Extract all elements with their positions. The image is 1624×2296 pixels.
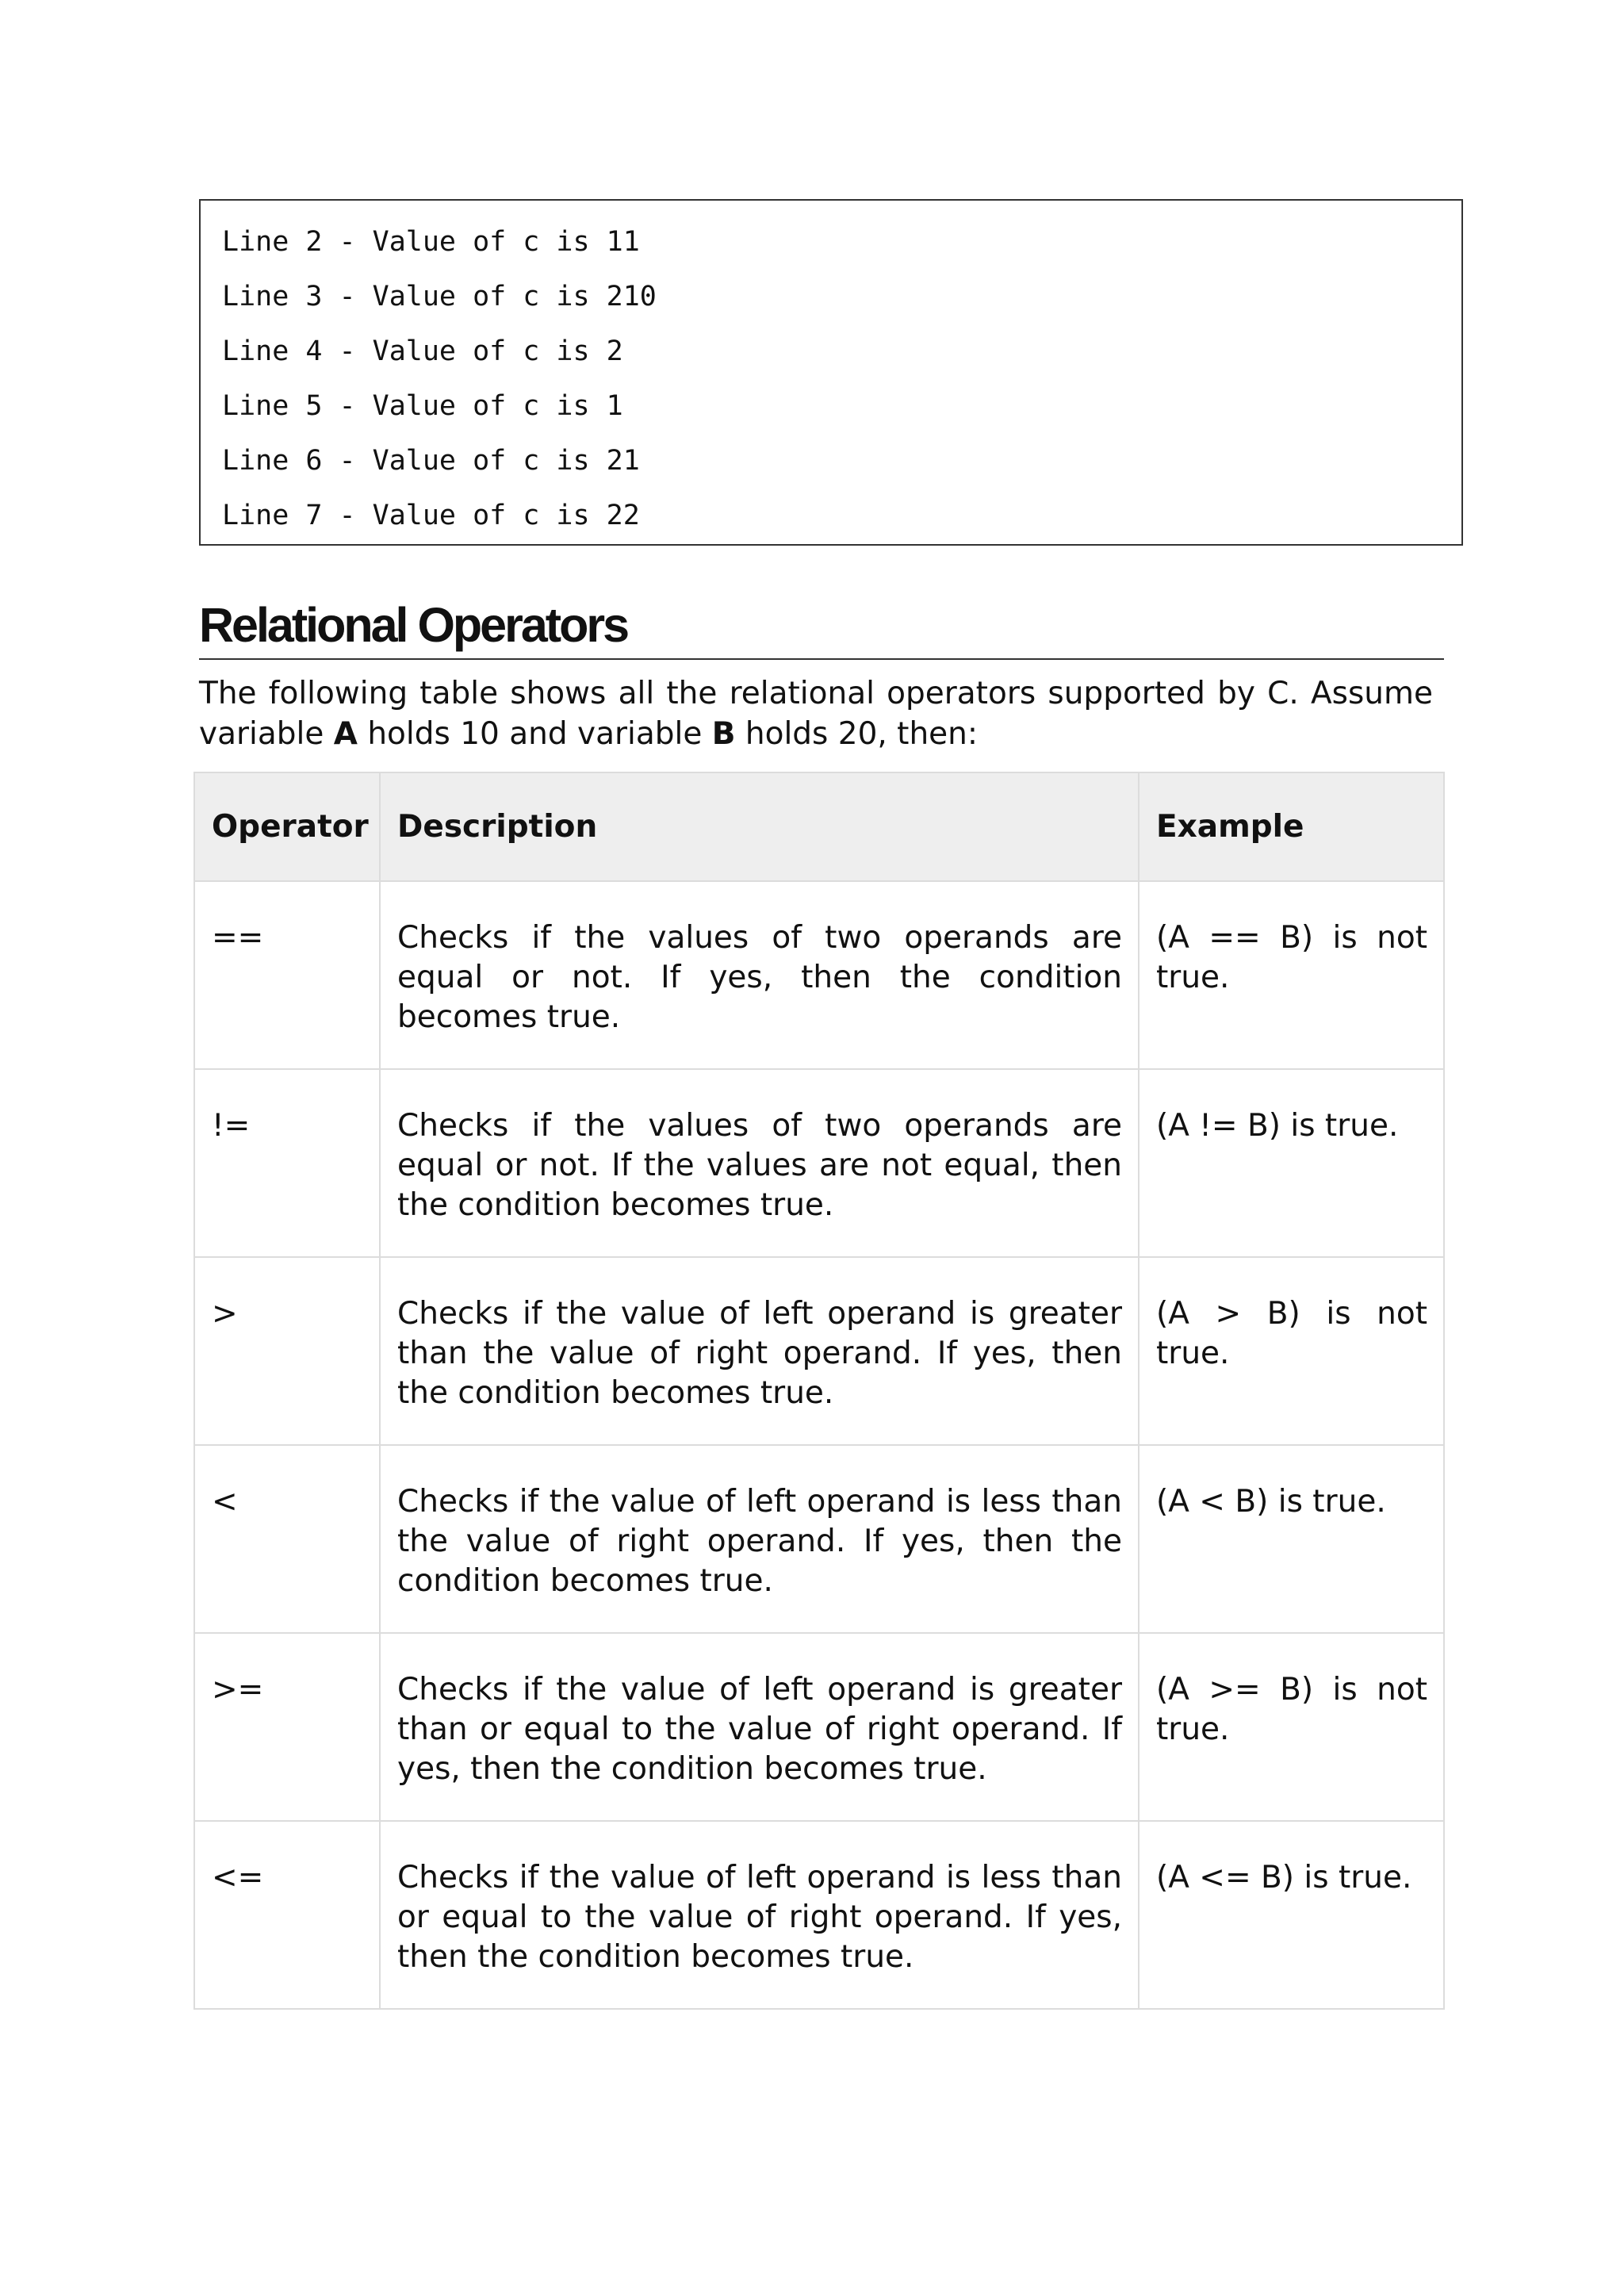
- description-cell: Checks if the value of left operand is greater than or equal to the value of right operand. If yes, then the condition becomes true.: [380, 1633, 1139, 1821]
- table-header-row: [194, 772, 1444, 881]
- code-line: Line 6 - Value of c is 21: [222, 445, 640, 477]
- code-line: Line 4 - Value of c is 2: [222, 335, 623, 367]
- header-example: Example: [1139, 772, 1444, 881]
- variable-b: B: [711, 716, 736, 752]
- section-heading: Relational Operators: [199, 593, 1444, 660]
- operator-cell: <=: [194, 1821, 380, 2009]
- code-line: Line 3 - Value of c is 210: [222, 281, 657, 312]
- intro-text: holds 20, then:: [735, 716, 979, 752]
- description-cell: Checks if the values of two operands are equal or not. If yes, then the condition becomes true.: [380, 881, 1139, 1069]
- description-cell: Checks if the value of left operand is less than or equal to the value of right operand. If yes, then the condition becomes true.: [380, 1821, 1139, 2009]
- code-line: Line 2 - Value of c is 11: [222, 226, 640, 258]
- intro-paragraph: [199, 673, 1433, 754]
- example-cell: (A == B) is not true.: [1139, 881, 1444, 1069]
- code-output-block: [199, 199, 1463, 546]
- example-cell: (A < B) is true.: [1139, 1445, 1444, 1633]
- operator-cell: ==: [194, 881, 380, 1069]
- table-row: [194, 1069, 1444, 1257]
- header-description: Description: [380, 772, 1139, 881]
- example-cell: (A != B) is true.: [1139, 1069, 1444, 1257]
- code-line: Line 5 - Value of c is 1: [222, 390, 623, 422]
- intro-text: holds 10 and variable: [357, 716, 712, 752]
- intro-text: The following table shows all the relational operators supported by C. Assume variable: [199, 676, 1433, 752]
- table-row: [194, 1257, 1444, 1445]
- operator-cell: !=: [194, 1069, 380, 1257]
- variable-a: A: [333, 716, 358, 752]
- description-cell: Checks if the value of left operand is greater than the value of right operand. If yes, then the condition becomes true.: [380, 1257, 1139, 1445]
- table-row: [194, 1445, 1444, 1633]
- table-row: [194, 1633, 1444, 1821]
- description-cell: Checks if the values of two operands are equal or not. If the values are not equal, then the condition becomes true.: [380, 1069, 1139, 1257]
- table-row: [194, 881, 1444, 1069]
- header-operator: Operator: [194, 772, 380, 881]
- table-row: [194, 1821, 1444, 2009]
- operators-table: [193, 772, 1445, 2010]
- description-cell: Checks if the value of left operand is less than the value of right operand. If yes, then the condition becomes true.: [380, 1445, 1139, 1633]
- example-cell: (A > B) is not true.: [1139, 1257, 1444, 1445]
- example-cell: (A >= B) is not true.: [1139, 1633, 1444, 1821]
- example-cell: (A <= B) is true.: [1139, 1821, 1444, 2009]
- operator-cell: >: [194, 1257, 380, 1445]
- code-line: Line 7 - Value of c is 22: [222, 500, 640, 531]
- operator-cell: <: [194, 1445, 380, 1633]
- operator-cell: >=: [194, 1633, 380, 1821]
